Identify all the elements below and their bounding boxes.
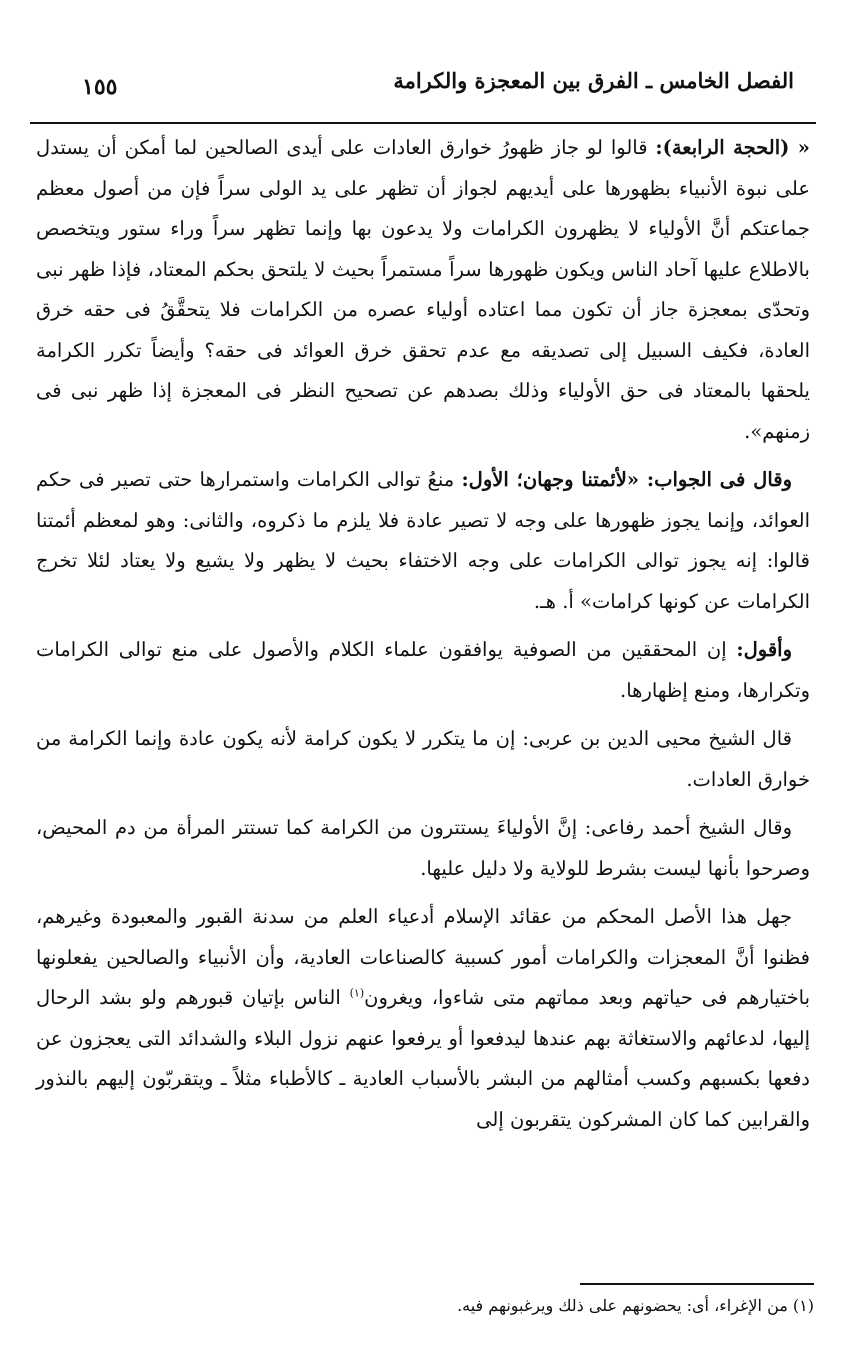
header-rule: [30, 122, 816, 124]
paragraph-lead: وقال فى الجواب: «لأئمتنا وجهان؛ الأول:: [461, 468, 793, 491]
paragraph-text-continued: الناس بإتيان قبورهم ولو بشد الرحال إليها، لدعائهم والاستغاثة بهم عندها ليدفعوا أو يرفعوا عنهم نزول البلاء والشدائد التى يعجزون عن دفعها بكسبهم وكسب أمثالهم من البشر بالأسباب العادية ـ كالأطباء مثلاً ـ ويتقربّون إليهم بالنذور والقرابين كما كان المشركون يتقربون إلى: [36, 986, 810, 1131]
paragraph-text: جهل هذا الأصل المحكم من عقائد الإسلام أدعياء العلم من سدنة القبور والمعبودة وغيرهم، فظنوا أنَّ المعجزات والكرامات أمور كسبية كالصناعات العادية، وأن الأنبياء والصالحين يفعلونها باختيارهم فى حياتهم وبعد مماتهم متى شاءوا، ويغرون: [36, 905, 810, 1009]
paragraph-text: منعُ توالى الكرامات واستمرارها حتى تصير فى حكم العوائد، وإنما يجوز ظهورها على وجه لا تصير عادة فلا يلزم ما ذكروه، والثانى: وهو لمعظم أئمتنا قالوا: إنه يجوز توالى الكرامات على وجه الاختفاء بحيث لا يظهر ولا يشيع ولا يعتاد لئلا تخرج الكرامات عن كونها كرامات» أ. هـ.: [36, 468, 810, 613]
paragraph-text: قالوا لو جاز ظهورُ خوارق العادات على أيدى الصالحين لما أمكن أن يستدل على نبوة الأنبياء بظهورها على أيديهم لجواز أن تظهر على يد الولى سراً فإن من أصول معظم جماعتكم أنَّ الأولياء لا يظهرون الكرامات ولا يدعون بها وإنما تظهر سراً وراء ستور ويتخصص بالاطلاع عليها آحاد الناس ويكون ظهورها سراً مستمراً بحيث لا يلتحق بحكم المعتاد، فإذا ظهر نبى وتحدّى بمعجزة جاز أن تكون مما اعتاده أولياء عصره من الكرامات فلا يتحقَّقُ فى حقه خرق العادة، فكيف السبيل إلى تصديقه مع عدم تحقق خرق العوائد فى حقه؟ وأيضاً تكرر الكرامة يلحقها بالمعتاد فى حق الأولياء وذلك بصدهم عن تصحيح النظر فى المعجزة إذا ظهر نبى فى زمنهم».: [36, 136, 810, 443]
paragraph-lead: « (الحجة الرابعة):: [655, 136, 810, 159]
paragraph-author-comment: [36, 630, 810, 711]
paragraph-argument-four: [36, 128, 810, 452]
page-number: ١٥٥: [82, 74, 118, 100]
paragraph-lead: وأقول:: [736, 638, 792, 661]
paragraph-text: قال الشيخ محيى الدين بن عربى: إن ما يتكرر لا يكون كرامة لأنه يكون عادة وإنما الكرامة من خوارق العادات.: [36, 727, 810, 791]
paragraph-rifai: [36, 808, 810, 889]
paragraph-text: وقال الشيخ أحمد رفاعى: إنَّ الأولياءَ يستترون من الكرامة كما تستتر المرأة من دم المحيض، وصرحوا بأنها ليست بشرط للولاية ولا دليل عليها.: [36, 816, 810, 880]
main-text: [36, 128, 810, 1148]
paragraph-reply: [36, 460, 810, 622]
running-header: [52, 58, 814, 110]
paragraph-ibn-arabi: [36, 719, 810, 800]
footnote: (١) من الإغراء، أى: يحضونهم على ذلك ويرغبونهم فيه.: [457, 1296, 814, 1315]
chapter-title: الفصل الخامس ـ الفرق بين المعجزة والكرامة: [393, 68, 794, 93]
paragraph-text: إن المحققين من الصوفية يوافقون علماء الكلام والأصول على منع توالى الكرامات وتكرارها، ومنع إظهارها.: [36, 638, 810, 702]
footnote-rule: [580, 1283, 814, 1285]
footnote-marker[interactable]: (١): [349, 986, 365, 1000]
paragraph-ignorance: [36, 897, 810, 1140]
